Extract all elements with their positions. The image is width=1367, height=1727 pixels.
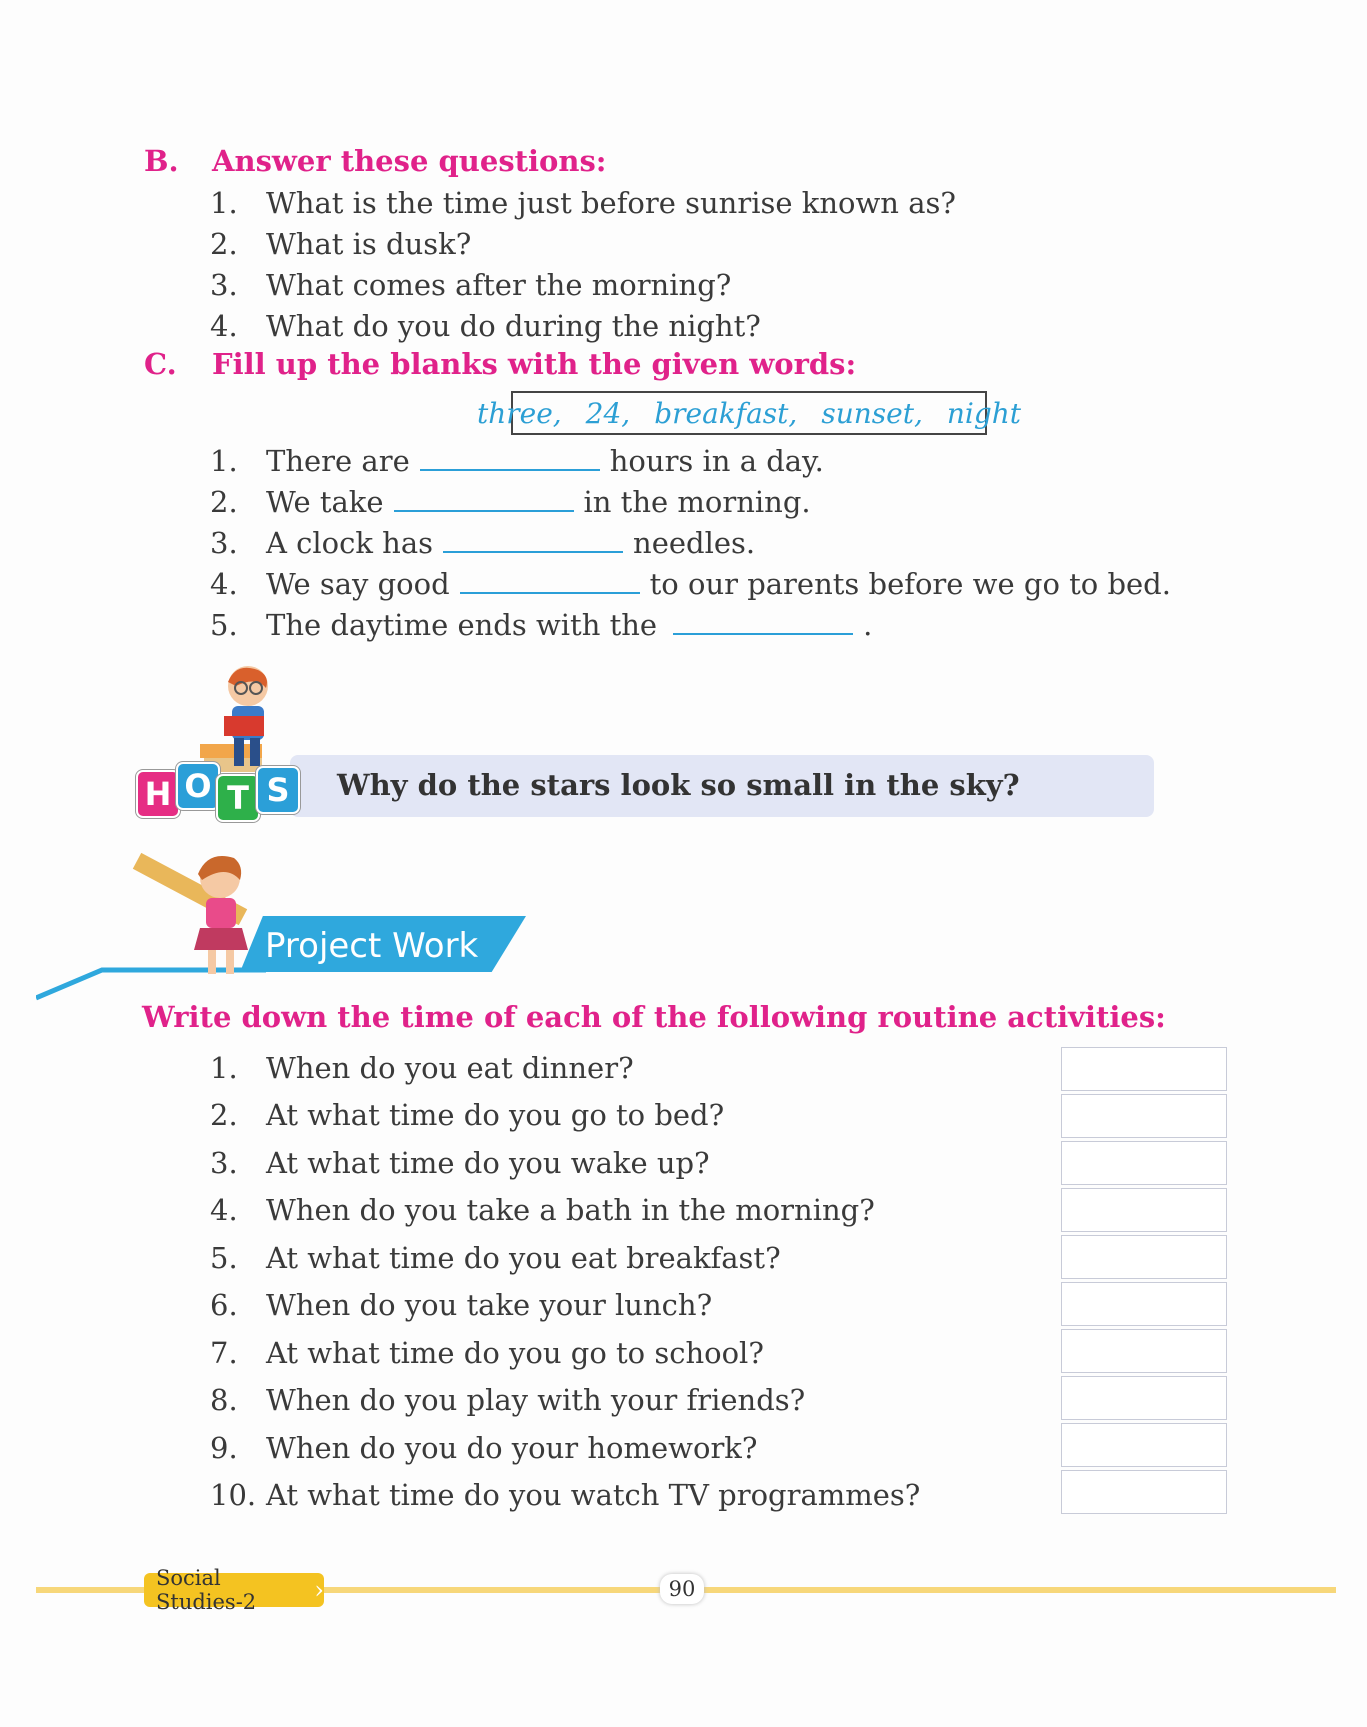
c-q3-before: A clock has xyxy=(266,526,434,560)
girl-with-ruler-illustration xyxy=(130,850,270,980)
b-q2-text: What is dusk? xyxy=(266,227,472,261)
page-number: 90 xyxy=(660,1574,704,1604)
c-q3 xyxy=(266,526,755,560)
b-q1-num: 1. xyxy=(210,186,238,220)
c-q2-num: 2. xyxy=(210,485,238,519)
p-q10-num: 10. xyxy=(210,1478,257,1512)
p-q2-num: 2. xyxy=(210,1098,238,1132)
hots-letter: O xyxy=(176,762,220,810)
c-q2-after: in the morning. xyxy=(583,485,811,519)
b-q4-text: What do you do during the night? xyxy=(266,309,761,343)
p-q9-num: 9. xyxy=(210,1431,238,1465)
section-b-letter: B. xyxy=(144,144,179,178)
c-q1-before: There are xyxy=(266,444,410,478)
c-q3-num: 3. xyxy=(210,526,238,560)
c-q5-num: 5. xyxy=(210,608,238,642)
p-q7-text: At what time do you go to school? xyxy=(266,1336,764,1370)
p-q9-text: When do you do your homework? xyxy=(266,1431,758,1465)
answer-box[interactable] xyxy=(1061,1470,1227,1514)
c-q2-before: We take xyxy=(266,485,384,519)
blank-line[interactable] xyxy=(460,588,640,594)
word-bank xyxy=(476,391,1022,435)
p-q10-text: At what time do you watch TV programmes? xyxy=(266,1478,921,1512)
p-q1-num: 1. xyxy=(210,1051,238,1085)
c-q4 xyxy=(266,567,1171,601)
blank-line[interactable] xyxy=(394,506,574,512)
p-q8-num: 8. xyxy=(210,1383,238,1417)
c-q5 xyxy=(266,608,872,642)
b-q2-num: 2. xyxy=(210,227,238,261)
word-bank-item: three, xyxy=(476,396,562,430)
p-q2-text: At what time do you go to bed? xyxy=(266,1098,725,1132)
hots-question: Why do the stars look so small in the sky? xyxy=(337,768,1020,802)
b-q3-text: What comes after the morning? xyxy=(266,268,732,302)
c-q2 xyxy=(266,485,811,519)
section-c-title: Fill up the blanks with the given words: xyxy=(212,347,857,381)
answer-box[interactable] xyxy=(1061,1188,1227,1232)
word-bank-item: breakfast, xyxy=(654,396,798,430)
project-instruction: Write down the time of each of the following routine activities: xyxy=(142,1000,1166,1034)
hots-letter: S xyxy=(256,766,300,814)
c-q5-after: . xyxy=(863,608,873,642)
answer-box[interactable] xyxy=(1061,1423,1227,1467)
answer-box[interactable] xyxy=(1061,1282,1227,1326)
p-q6-text: When do you take your lunch? xyxy=(266,1288,713,1322)
answer-box[interactable] xyxy=(1061,1047,1227,1091)
answer-box[interactable] xyxy=(1061,1141,1227,1185)
c-q5-before: The daytime ends with the xyxy=(266,608,658,642)
blank-line[interactable] xyxy=(420,465,600,471)
p-q4-text: When do you take a bath in the morning? xyxy=(266,1193,875,1227)
blank-line[interactable] xyxy=(673,629,853,635)
p-q7-num: 7. xyxy=(210,1336,238,1370)
p-q4-num: 4. xyxy=(210,1193,238,1227)
answer-box[interactable] xyxy=(1061,1235,1227,1279)
p-q3-text: At what time do you wake up? xyxy=(266,1146,710,1180)
answer-box[interactable] xyxy=(1061,1376,1227,1420)
section-b-title: Answer these questions: xyxy=(212,144,607,178)
footer-book-title: Social Studies-2 xyxy=(156,1566,257,1614)
p-q5-text: At what time do you eat breakfast? xyxy=(266,1241,781,1275)
c-q4-num: 4. xyxy=(210,567,238,601)
p-q8-text: When do you play with your friends? xyxy=(266,1383,806,1417)
c-q3-after: needles. xyxy=(633,526,756,560)
c-q4-before: We say good xyxy=(266,567,450,601)
answer-box[interactable] xyxy=(1061,1094,1227,1138)
hots-letter: T xyxy=(216,774,260,822)
c-q1-after: hours in a day. xyxy=(609,444,824,478)
section-c-letter: C. xyxy=(144,347,177,381)
blank-line[interactable] xyxy=(443,547,623,553)
project-work-title: Project Work xyxy=(265,926,479,966)
c-q1-num: 1. xyxy=(210,444,238,478)
c-q4-after: to our parents before we go to bed. xyxy=(649,567,1171,601)
b-q1-text: What is the time just before sunrise known as? xyxy=(266,186,956,220)
b-q3-num: 3. xyxy=(210,268,238,302)
c-q1 xyxy=(266,444,824,478)
chevron-right-icon: › xyxy=(314,1576,324,1604)
p-q3-num: 3. xyxy=(210,1146,238,1180)
word-bank-item: sunset, xyxy=(821,396,923,430)
p-q6-num: 6. xyxy=(210,1288,238,1322)
hots-letter: H xyxy=(136,770,180,818)
b-q4-num: 4. xyxy=(210,309,238,343)
word-bank-item: night xyxy=(946,396,1022,430)
p-q5-num: 5. xyxy=(210,1241,238,1275)
footer-book-tab xyxy=(144,1566,324,1614)
p-q1-text: When do you eat dinner? xyxy=(266,1051,634,1085)
answer-box[interactable] xyxy=(1061,1329,1227,1373)
word-bank-item: 24, xyxy=(585,396,631,430)
